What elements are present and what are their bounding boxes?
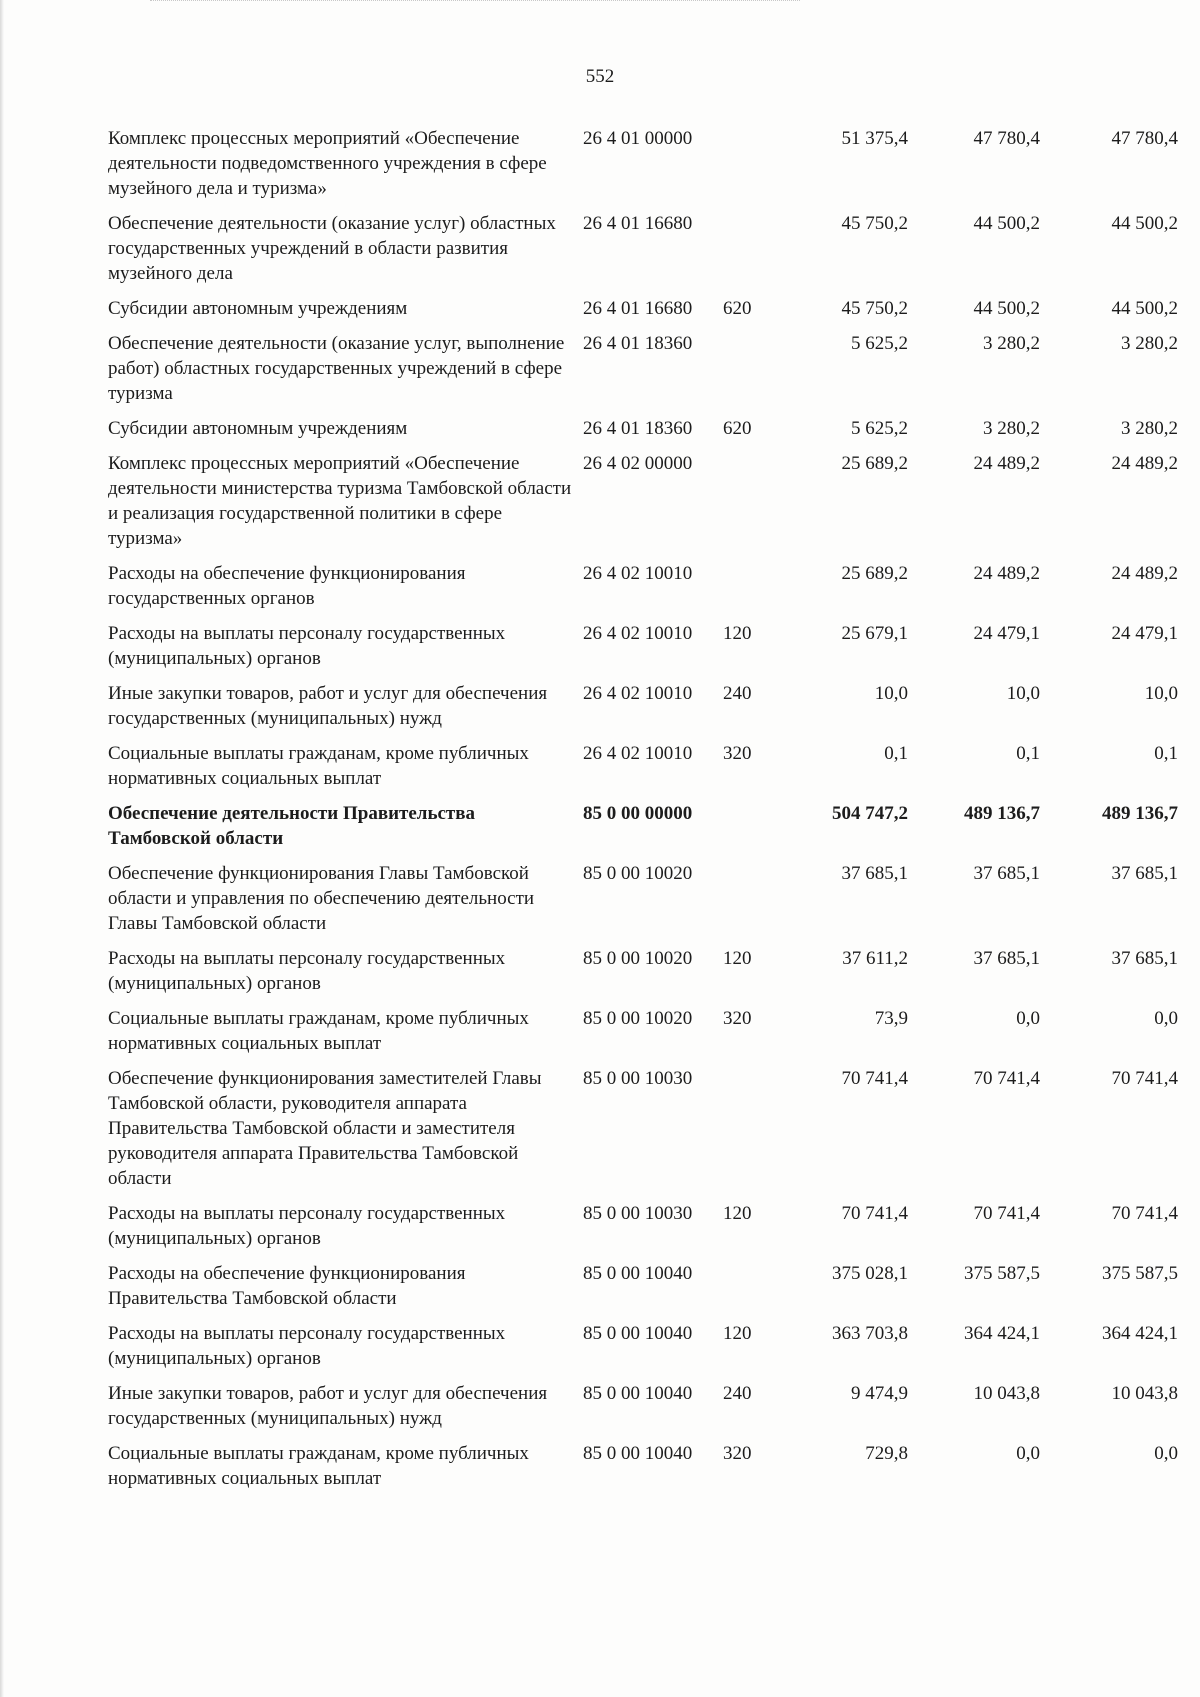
table-row	[108, 561, 1178, 621]
expense-name: Расходы на выплаты персоналу государственных (муниципальных) органов	[108, 623, 506, 669]
target-article-code: 85 0 00 10020	[583, 863, 693, 884]
expense-name: Обеспечение деятельности Правительства Тамбовской области	[108, 803, 476, 849]
expense-type-code: 320	[723, 1443, 752, 1464]
amount-year-2: 489 136,7	[964, 803, 1040, 824]
expense-name: Расходы на выплаты персоналу государственных (муниципальных) органов	[108, 1323, 506, 1369]
amount-year-3: 24 489,2	[1111, 563, 1178, 584]
amount-year-1: 5 625,2	[851, 333, 908, 354]
amount-year-2: 375 587,5	[964, 1263, 1040, 1284]
amount-year-3: 3 280,2	[1121, 333, 1178, 354]
expense-name: Обеспечение деятельности (оказание услуг, выполнение работ) областных государственных учреждений в сфере туризма	[108, 333, 565, 404]
amount-year-2: 0,0	[1016, 1008, 1040, 1029]
expense-type-code	[723, 1261, 783, 1321]
table-row	[108, 1201, 1178, 1261]
amount-year-2: 3 280,2	[983, 418, 1040, 439]
amount-year-2: 24 479,1	[973, 623, 1040, 644]
expense-name: Иные закупки товаров, работ и услуг для обеспечения государственных (муниципальных) нужд	[108, 1383, 548, 1429]
table-row	[108, 451, 1178, 561]
target-article-code: 26 4 02 10010	[583, 683, 693, 704]
table-row	[108, 946, 1178, 1006]
amount-year-3: 489 136,7	[1102, 803, 1178, 824]
expense-type-code: 620	[723, 298, 752, 319]
amount-year-3: 0,0	[1154, 1443, 1178, 1464]
amount-year-1: 73,9	[874, 1008, 908, 1029]
amount-year-3: 3 280,2	[1121, 418, 1178, 439]
scan-edge	[0, 0, 4, 1697]
amount-year-3: 24 489,2	[1111, 453, 1178, 474]
target-article-code: 26 4 01 18360	[583, 418, 693, 439]
expense-name: Расходы на выплаты персоналу государственных (муниципальных) органов	[108, 948, 506, 994]
expense-type-code: 320	[723, 1008, 752, 1029]
expense-name: Социальные выплаты гражданам, кроме публичных нормативных социальных выплат	[108, 1443, 529, 1489]
expense-type-code	[723, 331, 783, 416]
expense-type-code: 120	[723, 1323, 752, 1344]
expense-name: Обеспечение функционирования Главы Тамбовской области и управления по обеспечению деятельности Главы Тамбовской области	[108, 863, 535, 934]
table-row	[108, 126, 1178, 211]
expense-type-code	[723, 1066, 783, 1201]
amount-year-1: 70 741,4	[841, 1203, 908, 1224]
amount-year-2: 44 500,2	[973, 298, 1040, 319]
amount-year-1: 25 689,2	[841, 453, 908, 474]
target-article-code: 26 4 02 10010	[583, 623, 693, 644]
target-article-code: 26 4 01 16680	[583, 213, 693, 234]
amount-year-1: 0,1	[884, 743, 908, 764]
amount-year-3: 37 685,1	[1111, 863, 1178, 884]
expense-name: Обеспечение деятельности (оказание услуг) областных государственных учреждений в области развития музейного дела	[108, 213, 556, 284]
amount-year-2: 0,0	[1016, 1443, 1040, 1464]
amount-year-3: 10,0	[1144, 683, 1178, 704]
amount-year-1: 45 750,2	[841, 298, 908, 319]
amount-year-1: 51 375,4	[841, 128, 908, 149]
amount-year-1: 5 625,2	[851, 418, 908, 439]
target-article-code: 26 4 02 00000	[583, 453, 693, 474]
amount-year-1: 375 028,1	[832, 1263, 908, 1284]
amount-year-3: 10 043,8	[1111, 1383, 1178, 1404]
expense-name: Расходы на обеспечение функционирования государственных органов	[108, 563, 466, 609]
table-row	[108, 416, 1178, 451]
target-article-code: 85 0 00 10030	[583, 1203, 693, 1224]
expense-name: Социальные выплаты гражданам, кроме публичных нормативных социальных выплат	[108, 1008, 529, 1054]
expense-type-code: 620	[723, 418, 752, 439]
amount-year-2: 37 685,1	[973, 863, 1040, 884]
amount-year-1: 363 703,8	[832, 1323, 908, 1344]
table-row	[108, 1261, 1178, 1321]
amount-year-1: 45 750,2	[841, 213, 908, 234]
target-article-code: 26 4 01 00000	[583, 128, 693, 149]
expense-name: Иные закупки товаров, работ и услуг для обеспечения государственных (муниципальных) нужд	[108, 683, 548, 729]
amount-year-1: 9 474,9	[851, 1383, 908, 1404]
amount-year-2: 0,1	[1016, 743, 1040, 764]
amount-year-2: 24 489,2	[973, 453, 1040, 474]
amount-year-2: 10 043,8	[973, 1383, 1040, 1404]
amount-year-3: 364 424,1	[1102, 1323, 1178, 1344]
expense-name: Обеспечение функционирования заместителей Главы Тамбовской области, руководителя аппарата Правительства Тамбовской области и заместителя руководителя аппарата Правительства Тамбовской области	[108, 1068, 542, 1189]
target-article-code: 26 4 02 10010	[583, 563, 693, 584]
target-article-code: 85 0 00 10040	[583, 1263, 693, 1284]
table-row	[108, 861, 1178, 946]
expense-name: Субсидии автономным учреждениям	[108, 298, 408, 319]
amount-year-1: 504 747,2	[832, 803, 908, 824]
amount-year-2: 47 780,4	[973, 128, 1040, 149]
budget-table	[108, 126, 1178, 1501]
target-article-code: 85 0 00 10030	[583, 1068, 693, 1089]
table-row	[108, 296, 1178, 331]
target-article-code: 26 4 01 18360	[583, 333, 693, 354]
amount-year-1: 37 611,2	[842, 948, 908, 969]
target-article-code: 85 0 00 10040	[583, 1383, 693, 1404]
scan-artifact	[150, 0, 800, 3]
amount-year-2: 364 424,1	[964, 1323, 1040, 1344]
target-article-code: 85 0 00 00000	[583, 803, 693, 824]
target-article-code: 85 0 00 10040	[583, 1323, 693, 1344]
expense-type-code: 120	[723, 948, 752, 969]
table-row	[108, 1381, 1178, 1441]
amount-year-3: 37 685,1	[1111, 948, 1178, 969]
expense-type-code: 120	[723, 623, 752, 644]
table-row	[108, 681, 1178, 741]
expense-type-code	[723, 801, 783, 861]
expense-type-code: 240	[723, 683, 752, 704]
table-row	[108, 211, 1178, 296]
amount-year-1: 70 741,4	[841, 1068, 908, 1089]
target-article-code: 85 0 00 10040	[583, 1443, 693, 1464]
expense-type-code: 240	[723, 1383, 752, 1404]
expense-type-code	[723, 451, 783, 561]
amount-year-2: 70 741,4	[973, 1068, 1040, 1089]
amount-year-3: 0,1	[1154, 743, 1178, 764]
table-row	[108, 741, 1178, 801]
table-row	[108, 1066, 1178, 1201]
table-row	[108, 331, 1178, 416]
table-row	[108, 1321, 1178, 1381]
amount-year-2: 3 280,2	[983, 333, 1040, 354]
expense-name: Расходы на обеспечение функционирования Правительства Тамбовской области	[108, 1263, 466, 1309]
amount-year-1: 37 685,1	[841, 863, 908, 884]
target-article-code: 85 0 00 10020	[583, 948, 693, 969]
amount-year-3: 70 741,4	[1111, 1203, 1178, 1224]
amount-year-3: 24 479,1	[1111, 623, 1178, 644]
expense-name: Комплекс процессных мероприятий «Обеспечение деятельности подведомственного учреждения в сфере музейного дела и туризма»	[108, 128, 547, 199]
amount-year-3: 44 500,2	[1111, 298, 1178, 319]
expense-name: Расходы на выплаты персоналу государственных (муниципальных) органов	[108, 1203, 506, 1249]
amount-year-3: 47 780,4	[1111, 128, 1178, 149]
expense-name: Субсидии автономным учреждениям	[108, 418, 408, 439]
amount-year-3: 70 741,4	[1111, 1068, 1178, 1089]
expense-type-code: 120	[723, 1203, 752, 1224]
amount-year-1: 25 689,2	[841, 563, 908, 584]
amount-year-3: 44 500,2	[1111, 213, 1178, 234]
table-row	[108, 621, 1178, 681]
amount-year-2: 24 489,2	[973, 563, 1040, 584]
table-row	[108, 1006, 1178, 1066]
target-article-code: 85 0 00 10020	[583, 1008, 693, 1029]
target-article-code: 26 4 02 10010	[583, 743, 693, 764]
amount-year-2: 44 500,2	[973, 213, 1040, 234]
amount-year-3: 0,0	[1154, 1008, 1178, 1029]
amount-year-3: 375 587,5	[1102, 1263, 1178, 1284]
page-number: 552	[585, 66, 615, 87]
expense-type-code	[723, 126, 783, 211]
amount-year-1: 10,0	[874, 683, 908, 704]
amount-year-2: 37 685,1	[973, 948, 1040, 969]
table-row	[108, 1441, 1178, 1501]
amount-year-2: 10,0	[1006, 683, 1040, 704]
amount-year-1: 729,8	[865, 1443, 908, 1464]
expense-name: Комплекс процессных мероприятий «Обеспечение деятельности министерства туризма Тамбовской области и реализация государственной политики в сфере туризма»	[108, 453, 572, 549]
expense-name: Социальные выплаты гражданам, кроме публичных нормативных социальных выплат	[108, 743, 529, 789]
target-article-code: 26 4 01 16680	[583, 298, 693, 319]
amount-year-2: 70 741,4	[973, 1203, 1040, 1224]
expense-type-code: 320	[723, 743, 752, 764]
expense-type-code	[723, 561, 783, 621]
expense-type-code	[723, 861, 783, 946]
expense-type-code	[723, 211, 783, 296]
amount-year-1: 25 679,1	[841, 623, 908, 644]
table-row	[108, 801, 1178, 861]
budget-table-body	[108, 126, 1178, 1501]
